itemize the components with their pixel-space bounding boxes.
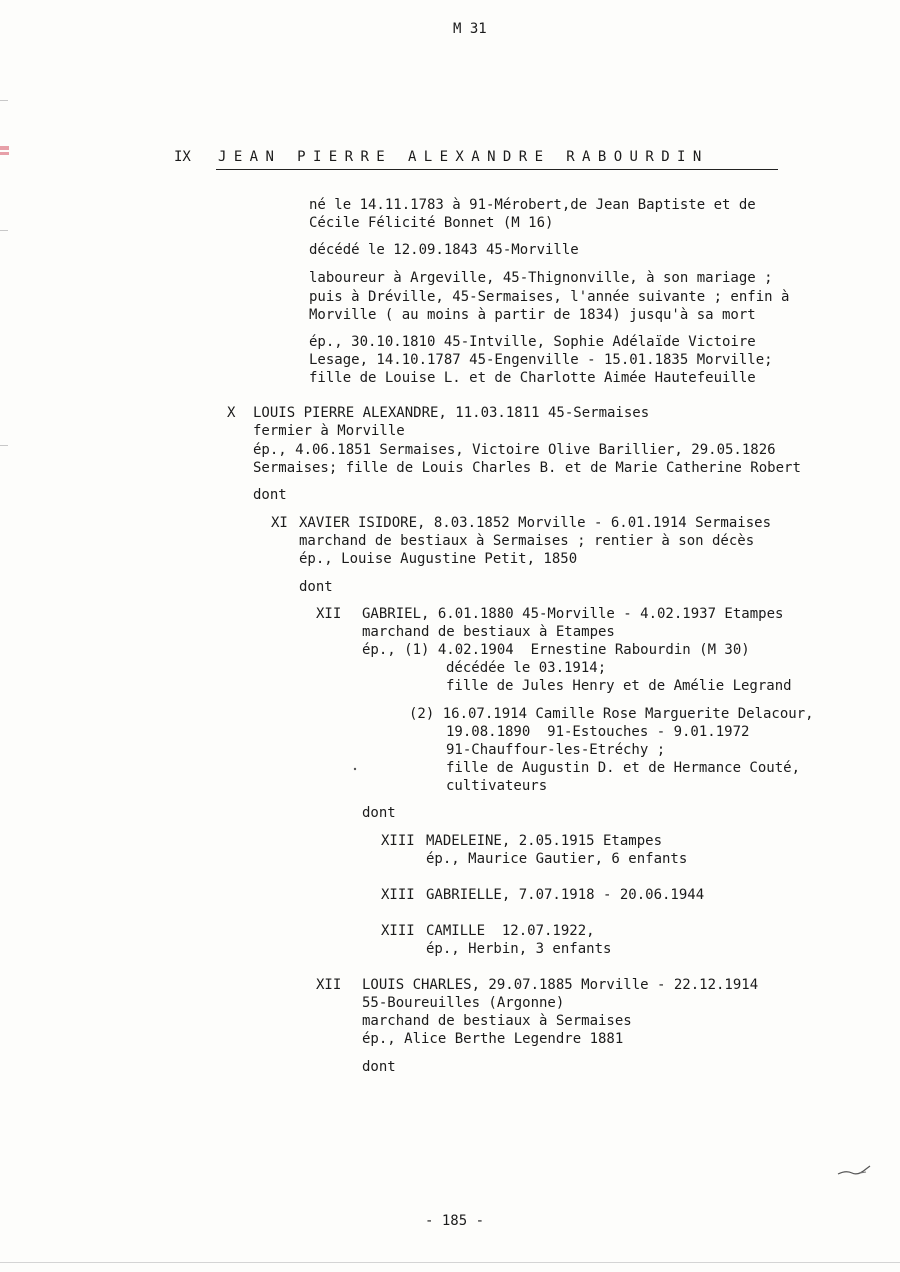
main-text-line: Lesage, 14.10.1787 45-Engenville - 15.01.1835 Morville;: [309, 352, 773, 368]
gen-xii-a-line: fille de Augustin D. et de Hermance Couté,: [446, 760, 801, 776]
page-code: M 31: [453, 21, 487, 37]
gen-xii-a-line: 91-Chauffour-les-Etréchy ;: [446, 742, 666, 758]
gen-xii-b-line: marchand de bestiaux à Sermaises: [362, 1013, 632, 1029]
page-number: - 185 -: [425, 1213, 485, 1229]
main-text-line: décédé le 12.09.1843 45-Morville: [309, 242, 579, 258]
gen-xiii-line: CAMILLE 12.07.1922,: [426, 923, 595, 939]
gen-xii-a-line: GABRIEL, 6.01.1880 45-Morville - 4.02.1937 Etampes: [362, 606, 784, 622]
main-text-line: Cécile Félicité Bonnet (M 16): [309, 215, 554, 231]
gen-xii-b-line: 55-Boureuilles (Argonne): [362, 995, 565, 1011]
gen-xii-b-dont: dont: [362, 1059, 396, 1075]
gen-xi-line: marchand de bestiaux à Sermaises ; rentier à son décès: [299, 533, 755, 549]
main-text-line: né le 14.11.1783 à 91-Mérobert,de Jean Baptiste et de: [309, 197, 756, 213]
generation-numeral-x: X: [227, 405, 236, 421]
generation-numeral-xiii: XIII: [381, 923, 415, 939]
left-margin-mark: [0, 230, 8, 231]
gen-xii-b-line: ép., Alice Berthe Legendre 1881: [362, 1031, 624, 1047]
gen-xi-dont: dont: [299, 579, 333, 595]
gen-xiii-line: ép., Maurice Gautier, 6 enfants: [426, 851, 688, 867]
gen-xii-a-line: fille de Jules Henry et de Amélie Legrand: [446, 678, 792, 694]
gen-xii-a-dont: dont: [362, 805, 396, 821]
generation-numeral-xii: XII: [316, 977, 342, 993]
gen-xii-a-line: (2) 16.07.1914 Camille Rose Marguerite Delacour,: [409, 706, 814, 722]
bottom-edge-line: [0, 1262, 900, 1263]
gen-x-dont: dont: [253, 487, 287, 503]
left-margin-mark: [0, 445, 8, 446]
gen-xii-a-line: cultivateurs: [446, 778, 548, 794]
gen-x-line: fermier à Morville: [253, 423, 405, 439]
generation-numeral-xii: XII: [316, 606, 342, 622]
left-margin-tab: [0, 146, 9, 150]
main-text-line: fille de Louise L. et de Charlotte Aimée Hautefeuille: [309, 370, 756, 386]
gen-x-line: Sermaises; fille de Louis Charles B. et de Marie Catherine Robert: [253, 460, 801, 476]
generation-numeral-xiii: XIII: [381, 887, 415, 903]
gen-xii-a-line: décédée le 03.1914;: [446, 660, 607, 676]
gen-xiii-line: GABRIELLE, 7.07.1918 - 20.06.1944: [426, 887, 705, 903]
person-title: JEAN PIERRE ALEXANDRE RABOURDIN: [218, 149, 709, 165]
gen-x-line: ép., 4.06.1851 Sermaises, Victoire Olive Barillier, 29.05.1826: [253, 442, 776, 458]
title-underline: [216, 169, 778, 170]
generation-numeral-xi: XI: [271, 515, 288, 531]
gen-xiii-line: ép., Herbin, 3 enfants: [426, 941, 612, 957]
dot-mark: [352, 766, 358, 772]
left-margin-tab: [0, 152, 9, 155]
gen-xi-line: XAVIER ISIDORE, 8.03.1852 Morville - 6.01.1914 Sermaises: [299, 515, 772, 531]
gen-xii-b-line: LOUIS CHARLES, 29.07.1885 Morville - 22.12.1914: [362, 977, 759, 993]
main-text-line: puis à Dréville, 45-Sermaises, l'année suivante ; enfin à: [309, 289, 790, 305]
gen-xi-line: ép., Louise Augustine Petit, 1850: [299, 551, 578, 567]
generation-numeral-xiii: XIII: [381, 833, 415, 849]
main-text-line: Morville ( au moins à partir de 1834) jusqu'à sa mort: [309, 307, 756, 323]
main-text-line: laboureur à Argeville, 45-Thignonville, à son mariage ;: [309, 270, 773, 286]
generation-numeral-ix: IX: [174, 149, 191, 165]
main-text-line: ép., 30.10.1810 45-Intville, Sophie Adélaïde Victoire: [309, 334, 756, 350]
gen-x-line: LOUIS PIERRE ALEXANDRE, 11.03.1811 45-Sermaises: [253, 405, 650, 421]
gen-xiii-line: MADELEINE, 2.05.1915 Etampes: [426, 833, 663, 849]
gen-xii-a-line: marchand de bestiaux à Etampes: [362, 624, 615, 640]
pen-scribble-mark: [836, 1160, 876, 1180]
left-margin-mark: [0, 100, 8, 101]
gen-xii-a-line: 19.08.1890 91-Estouches - 9.01.1972: [446, 724, 750, 740]
gen-xii-a-line: ép., (1) 4.02.1904 Ernestine Rabourdin (M 30): [362, 642, 750, 658]
